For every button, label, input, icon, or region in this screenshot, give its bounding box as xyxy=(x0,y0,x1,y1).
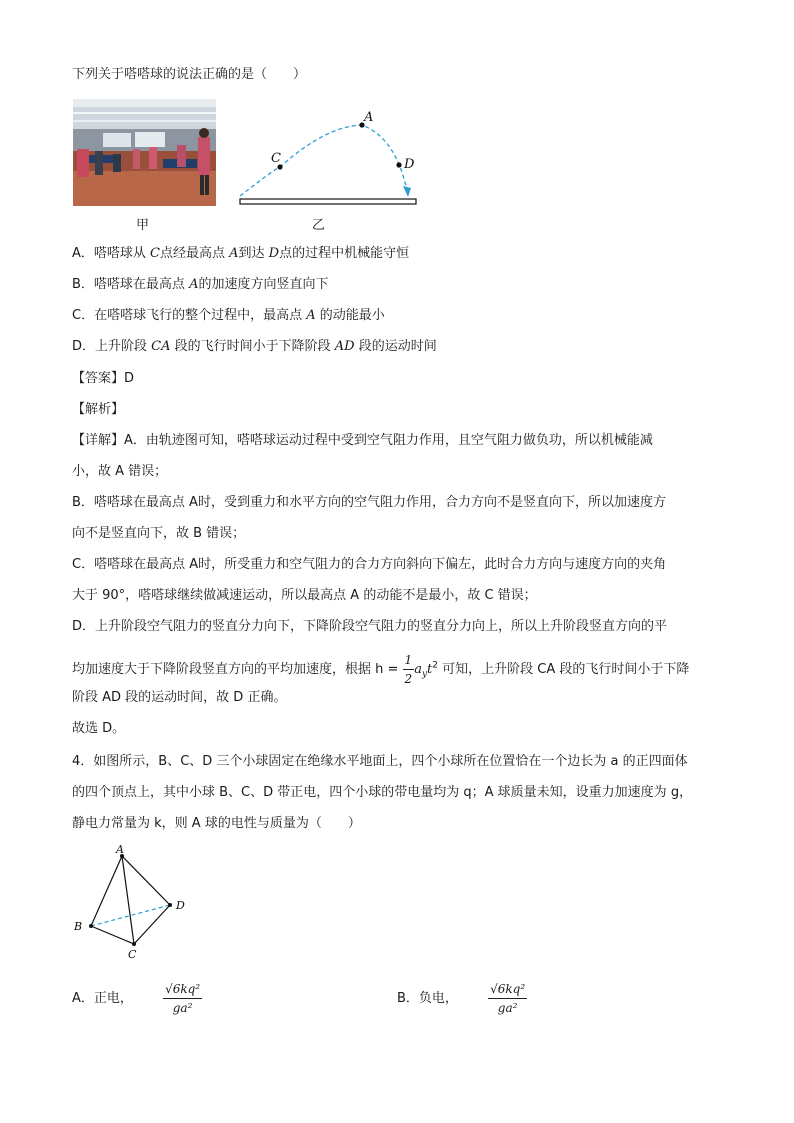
detail-line: 阶段 AD 段的运动时间，故 D 正确。 xyxy=(72,690,287,705)
trajectory-diagram xyxy=(236,108,420,208)
conclusion: 故选 D。 xyxy=(72,721,126,736)
option-d: D．上升阶段 CA 段的飞行时间小于下降阶段 AD 段的运动时间 xyxy=(72,339,437,354)
q4-option-a-fraction: $\frac{\text{√6kq²}}{\text{ga²}}$ xyxy=(165,982,201,1015)
detail-line-with-formula: 均加速度大于下降阶段竖直方向的平均加速度，根据 h = $\frac{1}{2}$ $a_yt^2$ 可知，上升阶段 CA 段的飞行时间小于下降 xyxy=(72,653,690,686)
question-stem: 下列关于嗒嗒球的说法正确的是（ ） xyxy=(72,67,307,82)
trajectory-arrowhead xyxy=(403,186,411,197)
option-b: B．嗒嗒球在最高点 A的加速度方向竖直向下 xyxy=(72,277,329,292)
label-c: C xyxy=(271,151,281,166)
detail-line: D．上升阶段空气阻力的竖直分力向下，下降阶段空气阻力的竖直分力向上，所以上升阶段竖直方向的平 xyxy=(72,619,668,634)
q4-option-a: A．正电， $\frac{\text{√6kq²}}{\text{ga²}}$ xyxy=(72,982,201,1015)
edge-cd xyxy=(134,905,170,944)
label-vertex-b: B xyxy=(74,920,83,933)
detail-line: 【详解】A．由轨迹图可知，嗒嗒球运动过程中受到空气阻力作用，且空气阻力做负功，所以机械能减 xyxy=(72,433,653,448)
detail-line: 向不是竖直向下，故 B 错误； xyxy=(72,526,246,541)
table-tennis-hall-photo xyxy=(73,99,216,206)
ground-bar xyxy=(240,199,416,204)
edge-ab xyxy=(91,856,122,926)
option-a: A．嗒嗒球从 C点经最高点 A到达 D点的过程中机械能守恒 xyxy=(72,246,410,261)
q4-option-b: B．负电， $\frac{\text{√6kq²}}{\text{ga²}}$ xyxy=(397,982,526,1015)
q4-stem-line: 的四个顶点上，其中小球 B、C、D 带正电，四个小球的带电量均为 q；A 球质量未知，设重力加速度为 g， xyxy=(72,785,693,800)
label-vertex-c: C xyxy=(128,948,137,961)
figure-label-yi: 乙 xyxy=(312,218,326,233)
q4-stem-line: 静电力常量为 k，则 A 球的电性与质量为（ ） xyxy=(72,816,361,831)
figure-label-jia: 甲 xyxy=(136,218,150,233)
vertex-b xyxy=(89,924,93,928)
detail-line: C．嗒嗒球在最高点 A时，所受重力和空气阻力的合力方向斜向下偏左，此时合力方向与速度方向的夹角 xyxy=(72,557,667,572)
label-d: D xyxy=(404,157,415,172)
trajectory-curve xyxy=(240,125,407,196)
edge-bc xyxy=(91,926,134,944)
label-a: A xyxy=(364,110,374,125)
analysis-heading: 【解析】 xyxy=(72,402,125,417)
formula-fraction: $\frac{1}{2}$ xyxy=(404,653,413,686)
edge-ac xyxy=(122,856,134,944)
tetrahedron-diagram xyxy=(66,842,196,964)
vertex-d xyxy=(168,903,172,907)
label-vertex-d: D xyxy=(176,899,185,912)
detail-line: 小，故 A 错误； xyxy=(72,464,168,479)
option-c: C．在嗒嗒球飞行的整个过程中，最高点 A 的动能最小 xyxy=(72,308,385,323)
detail-line: B．嗒嗒球在最高点 A时，受到重力和水平方向的空气阻力作用，合力方向不是竖直向下，所以加速度方 xyxy=(72,495,666,510)
vertex-c xyxy=(132,942,136,946)
answer-line: 【答案】D xyxy=(72,371,135,386)
point-d xyxy=(396,162,401,167)
label-vertex-a: A xyxy=(116,843,124,856)
edge-ad xyxy=(122,856,170,905)
q4-option-b-fraction: $\frac{\text{√6kq²}}{\text{ga²}}$ xyxy=(490,982,526,1015)
q4-stem-line: 4．如图所示，B、C、D 三个小球固定在绝缘水平地面上，四个小球所在位置恰在一个边长为 a 的正四面体 xyxy=(72,754,688,769)
detail-line: 大于 90°，嗒嗒球继续做减速运动，所以最高点 A 的动能不是最小，故 C 错误； xyxy=(72,588,537,603)
